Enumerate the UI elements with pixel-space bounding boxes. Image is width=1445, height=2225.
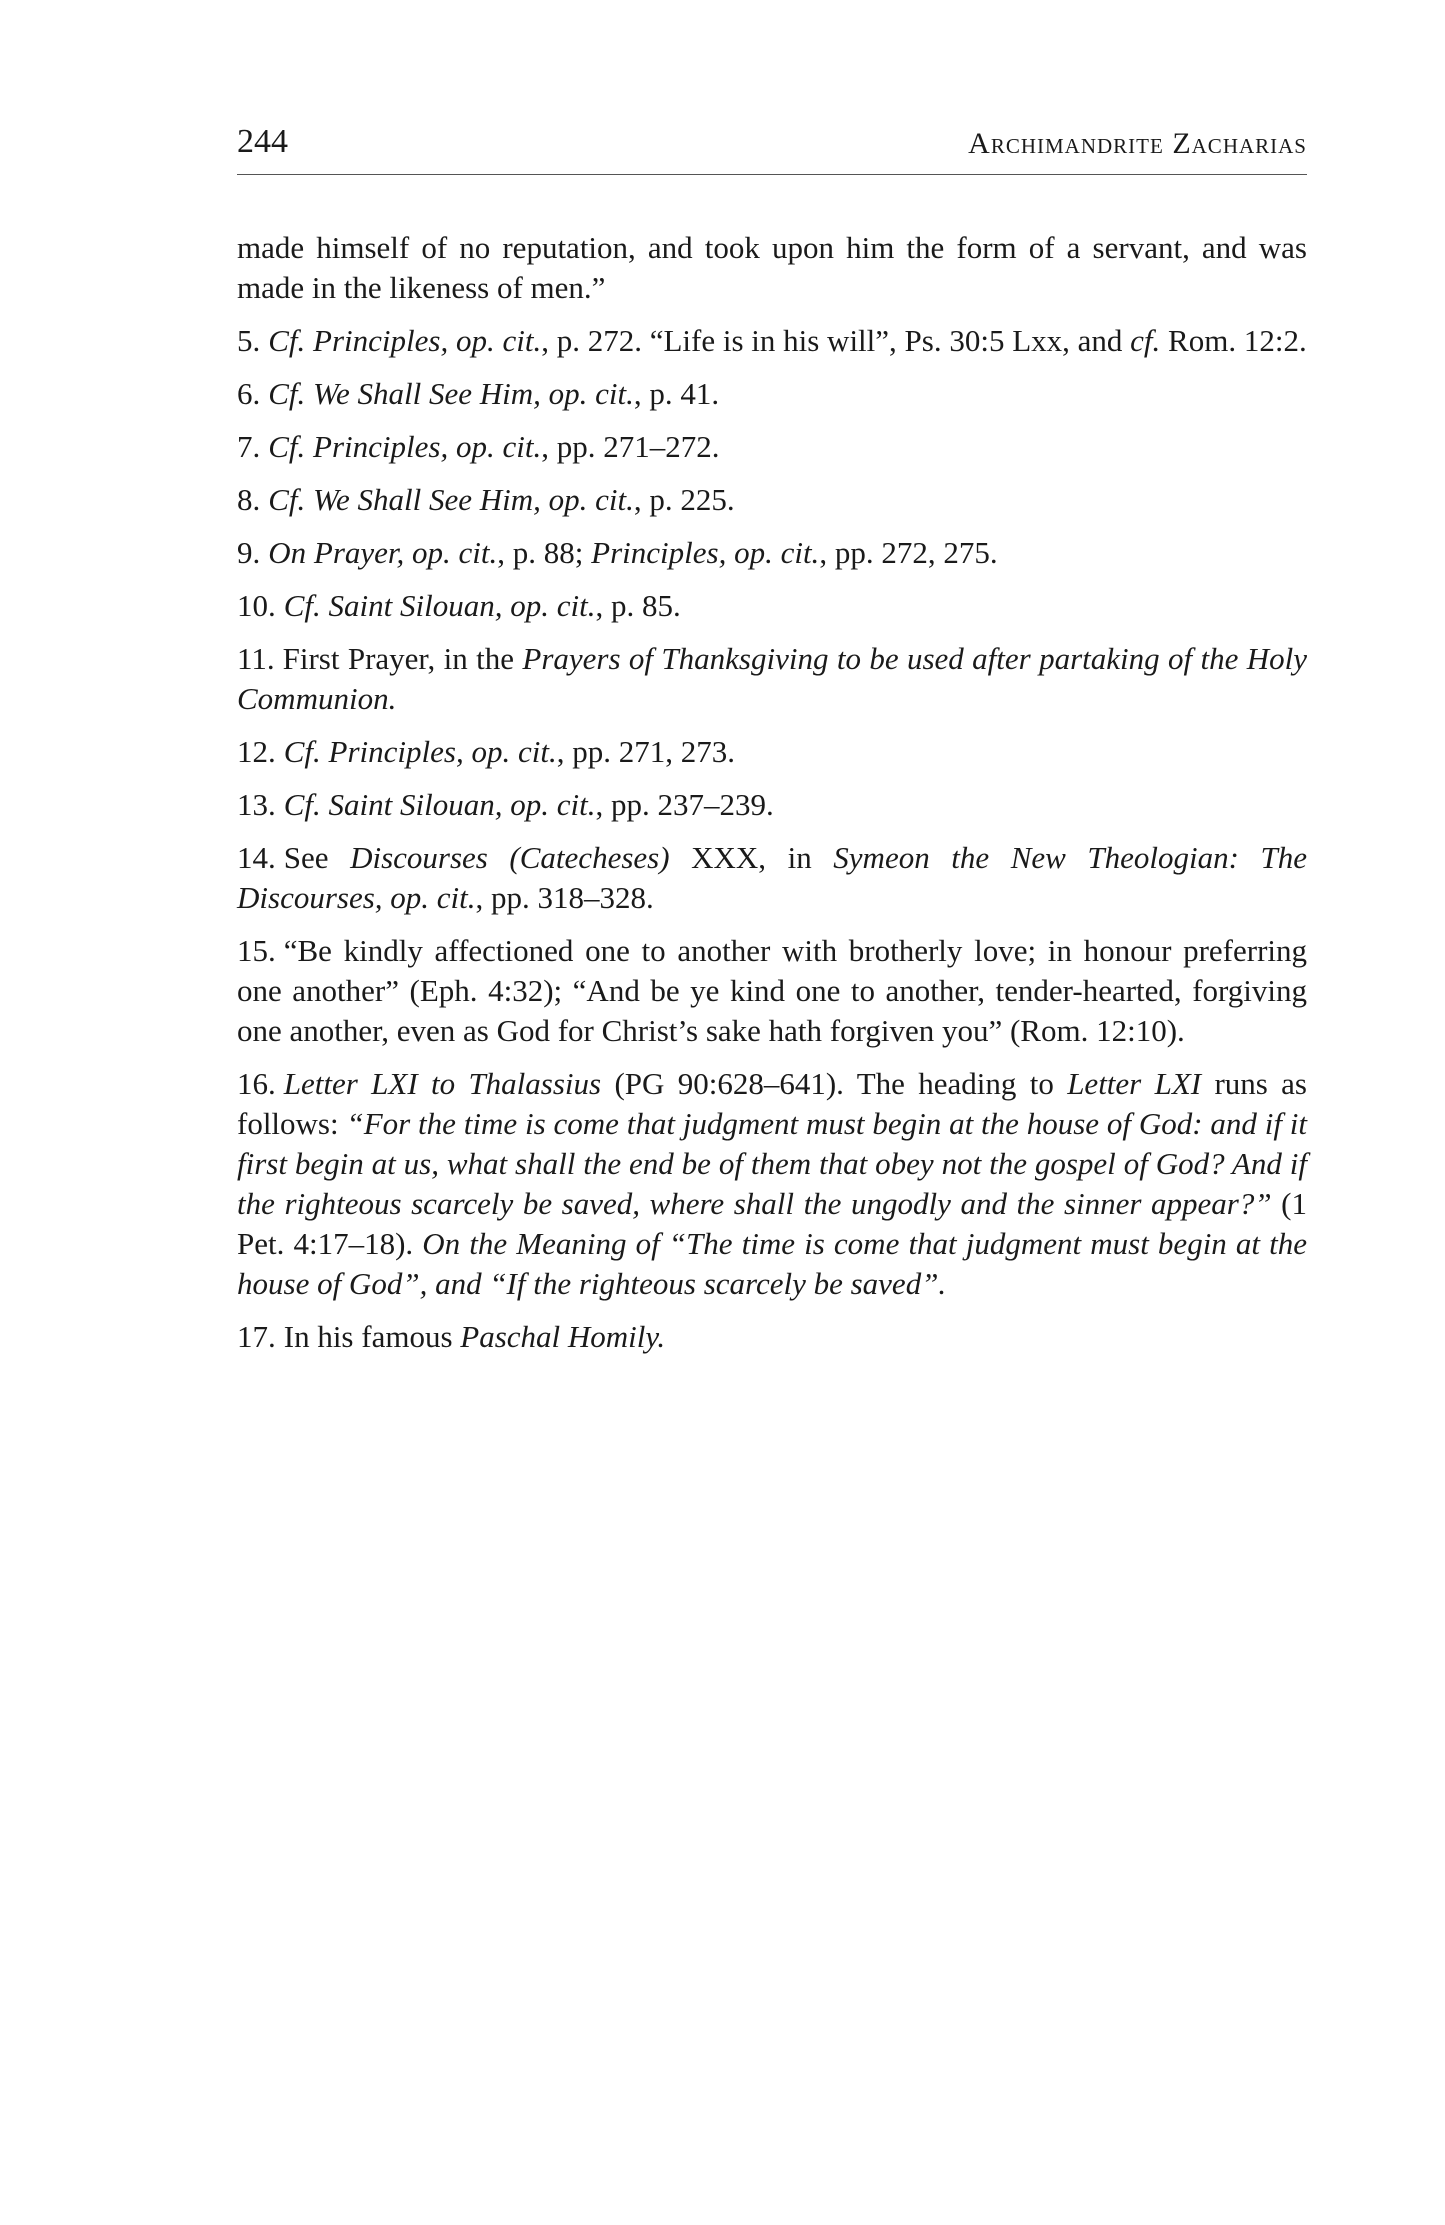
page-header	[237, 122, 1307, 175]
note-number: 14.	[237, 840, 276, 875]
note-17	[237, 1317, 1307, 1357]
note-text: , p. 41.	[633, 376, 720, 411]
note-title: Cf. We Shall See Him, op. cit.	[268, 376, 634, 411]
note-number: 17.	[237, 1319, 276, 1354]
note-text: made himself of no reputation, and took upon him the form of a servant, and was made in the likeness of men.”	[237, 230, 1307, 305]
note-16	[237, 1064, 1307, 1304]
note-text: (PG 90:628–641). The heading to	[614, 1066, 1054, 1101]
note-title: Principles, op. cit.	[591, 535, 820, 570]
note-title: Prayers of Thanksgiving to be used after partaking of the Holy Communion.	[237, 641, 1307, 716]
note-text: , pp. 271–272.	[541, 429, 720, 464]
note-continuation	[237, 228, 1307, 308]
note-number: 16.	[237, 1066, 276, 1101]
note-quote: “For the time is come that judgment must begin at the house of God: and if it first begin at us, what shall the end be of them that obey not the gospel of God? And if the righteous scarcely be saved, where shall the ungodly and the sinner appear?”	[237, 1106, 1308, 1221]
note-text: , p. 85.	[595, 588, 681, 623]
note-9	[237, 533, 1307, 573]
note-number: 8.	[237, 482, 261, 517]
note-15	[237, 931, 1307, 1051]
note-12	[237, 732, 1307, 772]
note-number: 15.	[237, 933, 276, 968]
note-13	[237, 785, 1307, 825]
note-text: , p. 272. “Life is in his will”, Ps. 30:5 Lxx, and	[541, 323, 1123, 358]
note-text: See	[283, 840, 329, 875]
note-text: In his famous	[283, 1319, 453, 1354]
note-title: Letter LXI to Thalassius	[283, 1066, 602, 1101]
note-number: 11.	[237, 641, 275, 676]
note-title: On the Meaning of “The time is come that judgment must begin at the house of God”, and “If the righteous scarcely be saved”.	[237, 1226, 1308, 1301]
note-title: Letter LXI	[1067, 1066, 1202, 1101]
note-10	[237, 586, 1307, 626]
note-title: Cf. Saint Silouan, op. cit.	[283, 787, 596, 822]
note-number: 12.	[237, 734, 276, 769]
note-text: runs as follows:	[237, 1066, 1307, 1141]
endnotes	[237, 228, 1307, 1370]
note-title: Cf. Saint Silouan, op. cit.	[283, 588, 596, 623]
note-text: “Be kindly affectioned one to another with brotherly love; in honour preferring one another” (Eph. 4:32); “And be ye kind one to another, tender-hearted, forgiving one another, even as God for Christ’s sake hath forgiven you” (Rom. 12:10).	[237, 933, 1307, 1048]
note-title: Cf. We Shall See Him, op. cit.	[268, 482, 634, 517]
note-14	[237, 838, 1307, 918]
note-5	[237, 321, 1307, 361]
note-title: Symeon the New Theologian: The Discourses, op. cit.	[237, 840, 1308, 915]
note-text: , pp. 271, 273.	[556, 734, 735, 769]
note-text: , p. 88;	[497, 535, 584, 570]
note-title: Cf. Principles, op. cit.	[268, 429, 542, 464]
note-6	[237, 374, 1307, 414]
note-number: 6.	[237, 376, 261, 411]
note-number: 9.	[237, 535, 261, 570]
note-title: On Prayer, op. cit.	[268, 535, 498, 570]
note-text: XXX, in	[691, 840, 812, 875]
note-7	[237, 427, 1307, 467]
note-11	[237, 639, 1307, 719]
note-title: Discourses (Catecheses)	[350, 840, 670, 875]
note-title: Cf. Principles, op. cit.	[283, 734, 557, 769]
note-text: , p. 225.	[633, 482, 735, 517]
note-text: , pp. 318–328.	[475, 880, 654, 915]
running-head: Archimandrite Zacharias	[968, 127, 1307, 160]
note-cf: Cf.	[268, 323, 306, 358]
note-title: Paschal Homily.	[460, 1319, 666, 1354]
note-number: 10.	[237, 588, 276, 623]
note-title: Principles, op. cit.	[313, 323, 542, 358]
note-text: Rom. 12:2.	[1168, 323, 1307, 358]
note-8	[237, 480, 1307, 520]
page-number: 244	[237, 123, 288, 160]
note-text: , pp. 272, 275.	[819, 535, 998, 570]
note-text: (1 Pet. 4:17–18).	[237, 1186, 1307, 1261]
note-text: First Prayer, in the	[282, 641, 514, 676]
note-number: 13.	[237, 787, 276, 822]
note-number: 5.	[237, 323, 261, 358]
note-cf: cf.	[1130, 323, 1161, 358]
note-text: , pp. 237–239.	[595, 787, 774, 822]
note-number: 7.	[237, 429, 261, 464]
